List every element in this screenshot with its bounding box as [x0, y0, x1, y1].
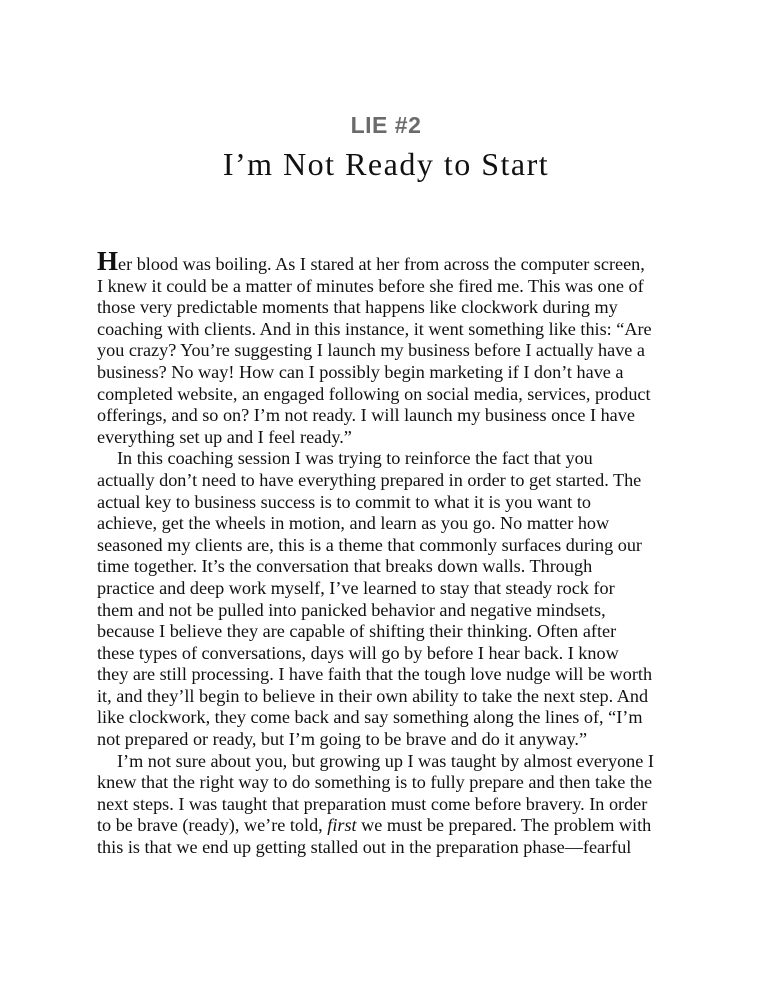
text-line: I’m not sure about you, but growing up I was taught by almost everyone I [117, 750, 654, 771]
text-line [97, 246, 687, 276]
text-line: it, and they’ll begin to believe in their own ability to take the next step. And [97, 685, 649, 706]
text-line: not prepared or ready, but I’m going to be brave and do it anyway.” [97, 729, 588, 750]
line-text: to be brave (ready), we’re told, [97, 815, 328, 836]
line-text: er blood was boiling. As I stared at her from across the computer screen, [118, 254, 645, 274]
paragraph-2 [97, 448, 687, 750]
paragraph-1 [97, 246, 687, 448]
chapter-label: LIE #2 [350, 112, 422, 138]
text-line: seasoned my clients are, this is a theme that commonly surfaces during our [97, 534, 642, 555]
text-line: actually don’t need to have everything prepared in order to get started. The [97, 469, 642, 490]
line-text: we must be prepared. The problem with [356, 815, 652, 836]
text-line: these types of conversations, days will go by before I hear back. I know [97, 642, 619, 663]
paragraph-3 [97, 751, 687, 859]
text-line: completed website, an engaged following on social media, services, product [97, 383, 651, 404]
body-text [97, 246, 687, 859]
text-line: offerings, and so on? I’m not ready. I will launch my business once I have [97, 405, 635, 426]
text-line: this is that we end up getting stalled out in the preparation phase—fearful [97, 837, 632, 858]
text-line [97, 815, 687, 837]
text-line: In this coaching session I was trying to reinforce the fact that you [117, 448, 593, 469]
text-line: because I believe they are capable of shifting their thinking. Often after [97, 621, 617, 642]
text-line: next steps. I was taught that preparation must come before bravery. In order [97, 793, 648, 814]
text-line: you crazy? You’re suggesting I launch my business before I actually have a [97, 340, 645, 361]
text-line: practice and deep work myself, I’ve learned to stay that steady rock for [97, 577, 615, 598]
text-line: actual key to business success is to commit to what it is you want to [97, 491, 592, 512]
text-line: they are still processing. I have faith that the tough love nudge will be worth [97, 664, 653, 685]
emphasis-text: first [327, 815, 357, 836]
text-line: I knew it could be a matter of minutes before she fired me. This was one of [97, 275, 644, 296]
text-line: them and not be pulled into panicked behavior and negative mindsets, [97, 599, 606, 620]
text-line: like clockwork, they come back and say something along the lines of, “I’m [97, 707, 643, 728]
text-line: those very predictable moments that happens like clockwork during my [97, 297, 618, 318]
text-line: time together. It’s the conversation that breaks down walls. Through [97, 556, 593, 577]
chapter-title: I’m Not Ready to Start [222, 146, 550, 182]
text-line: knew that the right way to do something is to fully prepare and then take the [97, 772, 653, 793]
text-line: achieve, get the wheels in motion, and learn as you go. No matter how [97, 513, 610, 534]
text-line: business? No way! How can I possibly begin marketing if I don’t have a [97, 361, 624, 382]
drop-cap: H [97, 246, 119, 276]
text-line: everything set up and I feel ready.” [97, 426, 352, 447]
text-line: coaching with clients. And in this instance, it went something like this: “Are [97, 318, 652, 339]
